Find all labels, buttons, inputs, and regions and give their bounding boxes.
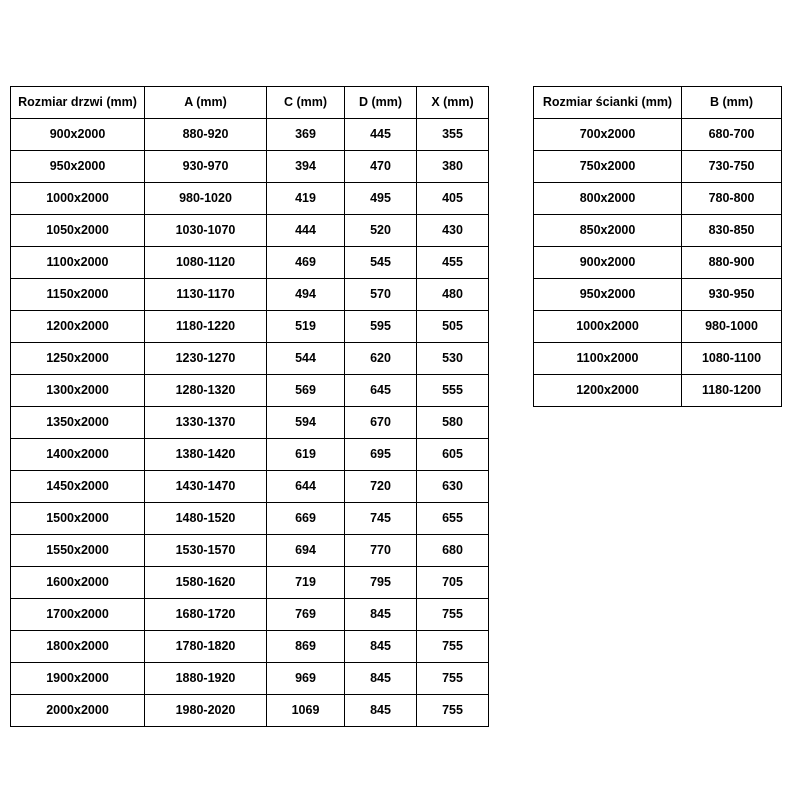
door-size-table [10, 86, 489, 727]
cell-x: 405 [417, 183, 489, 215]
cell-a: 1980-2020 [145, 695, 267, 727]
cell-door-size: 1900x2000 [11, 663, 145, 695]
cell-a: 1230-1270 [145, 343, 267, 375]
cell-c: 644 [267, 471, 345, 503]
cell-door-size: 1550x2000 [11, 535, 145, 567]
cell-c: 494 [267, 279, 345, 311]
table-row [11, 407, 489, 439]
cell-door-size: 1050x2000 [11, 215, 145, 247]
cell-a: 1480-1520 [145, 503, 267, 535]
cell-x: 755 [417, 695, 489, 727]
cell-door-size: 950x2000 [11, 151, 145, 183]
wall-size-table [533, 86, 782, 407]
cell-door-size: 1500x2000 [11, 503, 145, 535]
cell-c: 519 [267, 311, 345, 343]
table-row [534, 311, 782, 343]
cell-a: 1380-1420 [145, 439, 267, 471]
cell-x: 455 [417, 247, 489, 279]
cell-b: 1180-1200 [682, 375, 782, 407]
cell-d: 845 [345, 695, 417, 727]
cell-d: 670 [345, 407, 417, 439]
table-row [11, 695, 489, 727]
cell-door-size: 1100x2000 [11, 247, 145, 279]
table-row [11, 535, 489, 567]
table-row [534, 247, 782, 279]
cell-x: 655 [417, 503, 489, 535]
cell-a: 1530-1570 [145, 535, 267, 567]
cell-door-size: 1150x2000 [11, 279, 145, 311]
cell-c: 594 [267, 407, 345, 439]
cell-door-size: 1350x2000 [11, 407, 145, 439]
cell-door-size: 1200x2000 [11, 311, 145, 343]
door-table-header [11, 87, 489, 119]
cell-x: 380 [417, 151, 489, 183]
table-row [534, 119, 782, 151]
column-header-door-size: Rozmiar drzwi (mm) [11, 87, 145, 119]
column-header-c: C (mm) [267, 87, 345, 119]
cell-a: 1330-1370 [145, 407, 267, 439]
cell-door-size: 900x2000 [11, 119, 145, 151]
table-row [534, 215, 782, 247]
cell-d: 545 [345, 247, 417, 279]
cell-x: 430 [417, 215, 489, 247]
table-row [11, 631, 489, 663]
table-row [534, 343, 782, 375]
cell-door-size: 1300x2000 [11, 375, 145, 407]
cell-d: 520 [345, 215, 417, 247]
table-header-row [534, 87, 782, 119]
wall-table-header [534, 87, 782, 119]
table-row [534, 151, 782, 183]
table-row [11, 311, 489, 343]
table-row [11, 183, 489, 215]
cell-c: 694 [267, 535, 345, 567]
cell-x: 480 [417, 279, 489, 311]
cell-b: 930-950 [682, 279, 782, 311]
cell-x: 755 [417, 631, 489, 663]
column-header-b: B (mm) [682, 87, 782, 119]
table-row [11, 503, 489, 535]
cell-wall-size: 900x2000 [534, 247, 682, 279]
table-row [11, 567, 489, 599]
cell-a: 1180-1220 [145, 311, 267, 343]
cell-door-size: 1600x2000 [11, 567, 145, 599]
cell-a: 930-970 [145, 151, 267, 183]
cell-wall-size: 1000x2000 [534, 311, 682, 343]
cell-c: 469 [267, 247, 345, 279]
cell-b: 1080-1100 [682, 343, 782, 375]
cell-a: 1130-1170 [145, 279, 267, 311]
column-header-a: A (mm) [145, 87, 267, 119]
cell-c: 1069 [267, 695, 345, 727]
table-row [11, 343, 489, 375]
table-row [11, 439, 489, 471]
cell-d: 570 [345, 279, 417, 311]
cell-c: 569 [267, 375, 345, 407]
cell-b: 830-850 [682, 215, 782, 247]
cell-a: 1280-1320 [145, 375, 267, 407]
table-row [11, 279, 489, 311]
cell-d: 845 [345, 663, 417, 695]
cell-wall-size: 1100x2000 [534, 343, 682, 375]
cell-d: 445 [345, 119, 417, 151]
cell-a: 1030-1070 [145, 215, 267, 247]
cell-c: 369 [267, 119, 345, 151]
cell-d: 845 [345, 631, 417, 663]
cell-c: 619 [267, 439, 345, 471]
cell-c: 719 [267, 567, 345, 599]
cell-wall-size: 950x2000 [534, 279, 682, 311]
cell-x: 555 [417, 375, 489, 407]
cell-c: 419 [267, 183, 345, 215]
cell-door-size: 1700x2000 [11, 599, 145, 631]
door-table-body [11, 119, 489, 727]
cell-a: 1080-1120 [145, 247, 267, 279]
wall-table-body [534, 119, 782, 407]
table-row [534, 183, 782, 215]
cell-a: 1430-1470 [145, 471, 267, 503]
cell-door-size: 1250x2000 [11, 343, 145, 375]
cell-b: 880-900 [682, 247, 782, 279]
cell-c: 969 [267, 663, 345, 695]
cell-b: 980-1000 [682, 311, 782, 343]
cell-wall-size: 800x2000 [534, 183, 682, 215]
cell-b: 680-700 [682, 119, 782, 151]
cell-c: 669 [267, 503, 345, 535]
cell-x: 755 [417, 663, 489, 695]
cell-b: 730-750 [682, 151, 782, 183]
cell-a: 880-920 [145, 119, 267, 151]
cell-d: 495 [345, 183, 417, 215]
cell-a: 980-1020 [145, 183, 267, 215]
cell-d: 470 [345, 151, 417, 183]
cell-a: 1580-1620 [145, 567, 267, 599]
cell-d: 695 [345, 439, 417, 471]
table-row [11, 663, 489, 695]
cell-d: 595 [345, 311, 417, 343]
cell-x: 680 [417, 535, 489, 567]
tables-container [10, 86, 790, 727]
table-row [11, 215, 489, 247]
table-row [11, 375, 489, 407]
cell-x: 530 [417, 343, 489, 375]
table-row [534, 375, 782, 407]
cell-x: 705 [417, 567, 489, 599]
cell-x: 605 [417, 439, 489, 471]
cell-x: 505 [417, 311, 489, 343]
cell-a: 1780-1820 [145, 631, 267, 663]
cell-c: 444 [267, 215, 345, 247]
table-row [11, 247, 489, 279]
cell-a: 1880-1920 [145, 663, 267, 695]
cell-d: 645 [345, 375, 417, 407]
cell-c: 394 [267, 151, 345, 183]
cell-door-size: 1800x2000 [11, 631, 145, 663]
table-row [11, 599, 489, 631]
cell-x: 755 [417, 599, 489, 631]
cell-wall-size: 750x2000 [534, 151, 682, 183]
cell-x: 355 [417, 119, 489, 151]
cell-door-size: 2000x2000 [11, 695, 145, 727]
cell-d: 845 [345, 599, 417, 631]
table-row [534, 279, 782, 311]
table-row [11, 119, 489, 151]
cell-door-size: 1400x2000 [11, 439, 145, 471]
cell-c: 869 [267, 631, 345, 663]
cell-a: 1680-1720 [145, 599, 267, 631]
cell-c: 769 [267, 599, 345, 631]
cell-wall-size: 1200x2000 [534, 375, 682, 407]
cell-x: 580 [417, 407, 489, 439]
cell-d: 795 [345, 567, 417, 599]
table-row [11, 151, 489, 183]
table-header-row [11, 87, 489, 119]
cell-d: 770 [345, 535, 417, 567]
column-header-d: D (mm) [345, 87, 417, 119]
cell-b: 780-800 [682, 183, 782, 215]
cell-d: 720 [345, 471, 417, 503]
cell-door-size: 1000x2000 [11, 183, 145, 215]
cell-d: 745 [345, 503, 417, 535]
cell-door-size: 1450x2000 [11, 471, 145, 503]
table-row [11, 471, 489, 503]
cell-c: 544 [267, 343, 345, 375]
cell-wall-size: 700x2000 [534, 119, 682, 151]
cell-wall-size: 850x2000 [534, 215, 682, 247]
cell-x: 630 [417, 471, 489, 503]
cell-d: 620 [345, 343, 417, 375]
column-header-wall-size: Rozmiar ścianki (mm) [534, 87, 682, 119]
column-header-x: X (mm) [417, 87, 489, 119]
